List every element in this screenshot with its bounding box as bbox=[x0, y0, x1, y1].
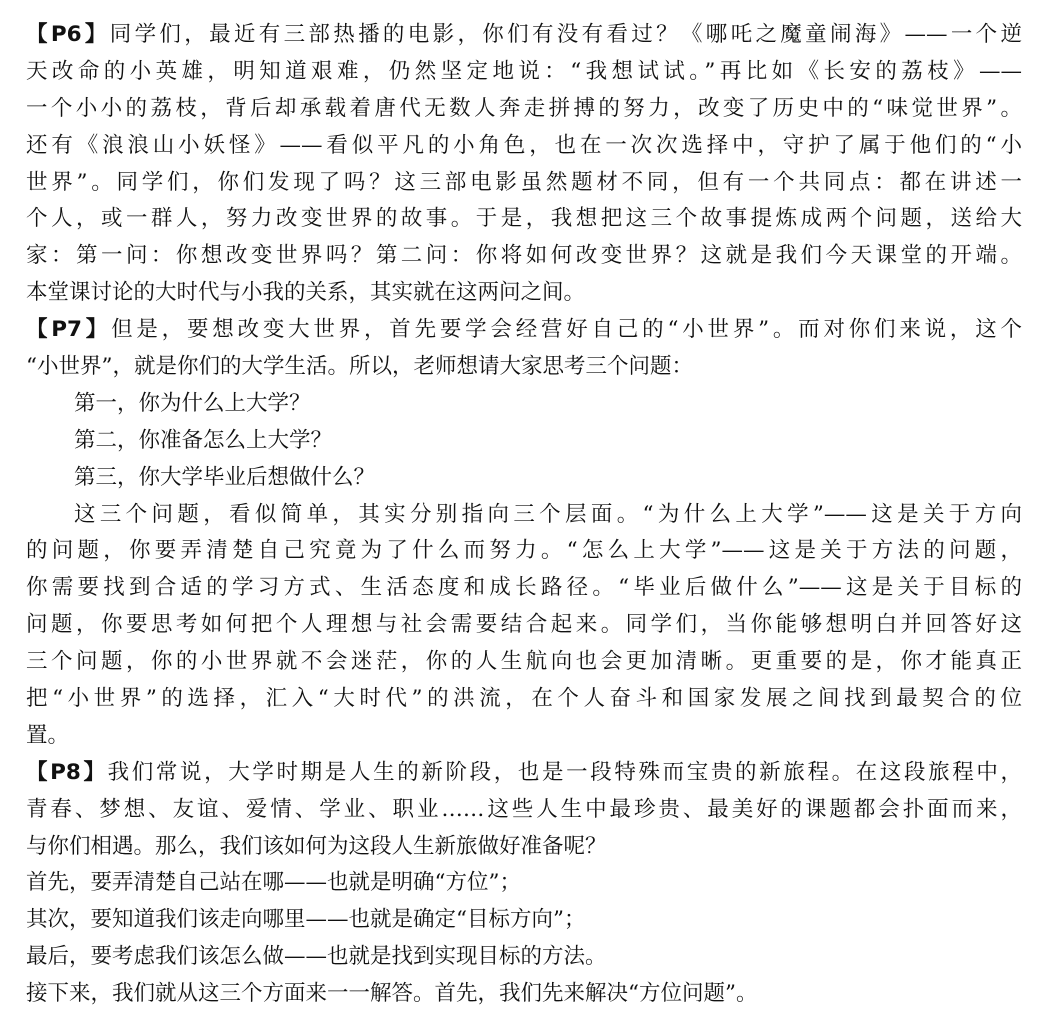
paragraph-p8-line-1 bbox=[26, 755, 1022, 792]
page-tag-p8: 【P8】 bbox=[26, 759, 108, 785]
closing-line: 接下来，我们就从这三个方面来一一解答。首先，我们先来解决“方位问题”。 bbox=[26, 981, 758, 1007]
text-segment: 同学们，最近有三部热播的电影，你们有没有看过？《哪吒之魔童闹海》——一个逆 bbox=[109, 22, 1022, 47]
explanation-line-6: 把“小世界”的选择，汇入“大时代”的洪流，在个人奋斗和国家发展之间找到最契合的位 bbox=[26, 686, 1022, 712]
paragraph-p6-line-6: 个人，或一群人，努力改变世界的故事。于是，我想把这三个故事提炼成两个问题，送给大 bbox=[26, 206, 1022, 232]
text-segment: 但是，要想改变大世界，首先要学会经营好自己的“小世界”。而对你们来说，这个 bbox=[111, 317, 1022, 343]
paragraph-p6-line-2: 天改命的小英雄，明知道艰难，仍然坚定地说：“我想试试。”再比如《长安的荔枝》—— bbox=[26, 58, 1022, 84]
paragraph-p7-line-1 bbox=[26, 312, 1022, 349]
paragraph-p6-line-4: 还有《浪浪山小妖怪》——看似平凡的小角色，也在一次次选择中，守护了属于他们的“小 bbox=[26, 132, 1022, 158]
step-second-line: 其次，要知道我们该走向哪里——也就是确定“目标方向”； bbox=[26, 907, 586, 933]
question-1: 第一，你为什么上大学？ bbox=[74, 390, 311, 416]
paragraph-p8-line-2: 青春、梦想、友谊、爱情、学业、职业……这些人生中最珍贵、最美好的课题都会扑面而来， bbox=[26, 796, 1022, 822]
document-body bbox=[26, 17, 1022, 1013]
text-segment: 我们常说，大学时期是人生的新阶段，也是一段特殊而宝贵的新旅程。在这段旅程中， bbox=[107, 759, 1022, 785]
question-3: 第三，你大学毕业后想做什么？ bbox=[74, 464, 376, 490]
paragraph-p7-line-2: “小世界”，就是你们的大学生活。所以，老师想请大家思考三个问题： bbox=[26, 354, 693, 380]
question-2: 第二，你准备怎么上大学？ bbox=[74, 427, 333, 453]
explanation-line-1: 这三个问题，看似简单，其实分别指向三个层面。“为什么上大学”——这是关于方向 bbox=[74, 501, 1022, 527]
step-first-line: 首先，要弄清楚自己站在哪——也就是明确“方位”； bbox=[26, 870, 521, 896]
paragraph-p6-line-7: 家：第一问：你想改变世界吗？第二问：你将如何改变世界？这就是我们今天课堂的开端。 bbox=[26, 243, 1022, 269]
paragraph-p6-line-3: 一个小小的荔枝，背后却承载着唐代无数人奔走拼搏的努力，改变了历史中的“味觉世界”。 bbox=[26, 95, 1022, 121]
explanation-line-3: 你需要找到合适的学习方式、生活态度和成长路径。“毕业后做什么”——这是关于目标的 bbox=[26, 575, 1022, 601]
page-tag-p6: 【P6】 bbox=[26, 22, 110, 47]
explanation-line-7: 置。 bbox=[26, 722, 70, 748]
page-tag-p7: 【P7】 bbox=[26, 317, 112, 343]
paragraph-p8-line-3: 与你们相遇。那么，我们该如何为这段人生新旅做好准备呢？ bbox=[26, 833, 607, 859]
explanation-line-4: 问题，你要思考如何把个人理想与社会需要结合起来。同学们，当你能够想明白并回答好这 bbox=[26, 612, 1022, 638]
paragraph-p6-line-8: 本堂课讨论的大时代与小我的关系，其实就在这两问之间。 bbox=[26, 280, 586, 306]
explanation-line-5: 三个问题，你的小世界就不会迷茫，你的人生航向也会更加清晰。更重要的是，你才能真正 bbox=[26, 649, 1022, 675]
explanation-line-2: 的问题，你要弄清楚自己究竟为了什么而努力。“怎么上大学”——这是关于方法的问题， bbox=[26, 538, 1022, 564]
paragraph-p6-line-1 bbox=[26, 17, 1022, 54]
step-last-line: 最后，要考虑我们该怎么做——也就是找到实现目标的方法。 bbox=[26, 944, 607, 970]
paragraph-p6-line-5: 世界”。同学们，你们发现了吗？这三部电影虽然题材不同，但有一个共同点：都在讲述一 bbox=[26, 169, 1022, 195]
